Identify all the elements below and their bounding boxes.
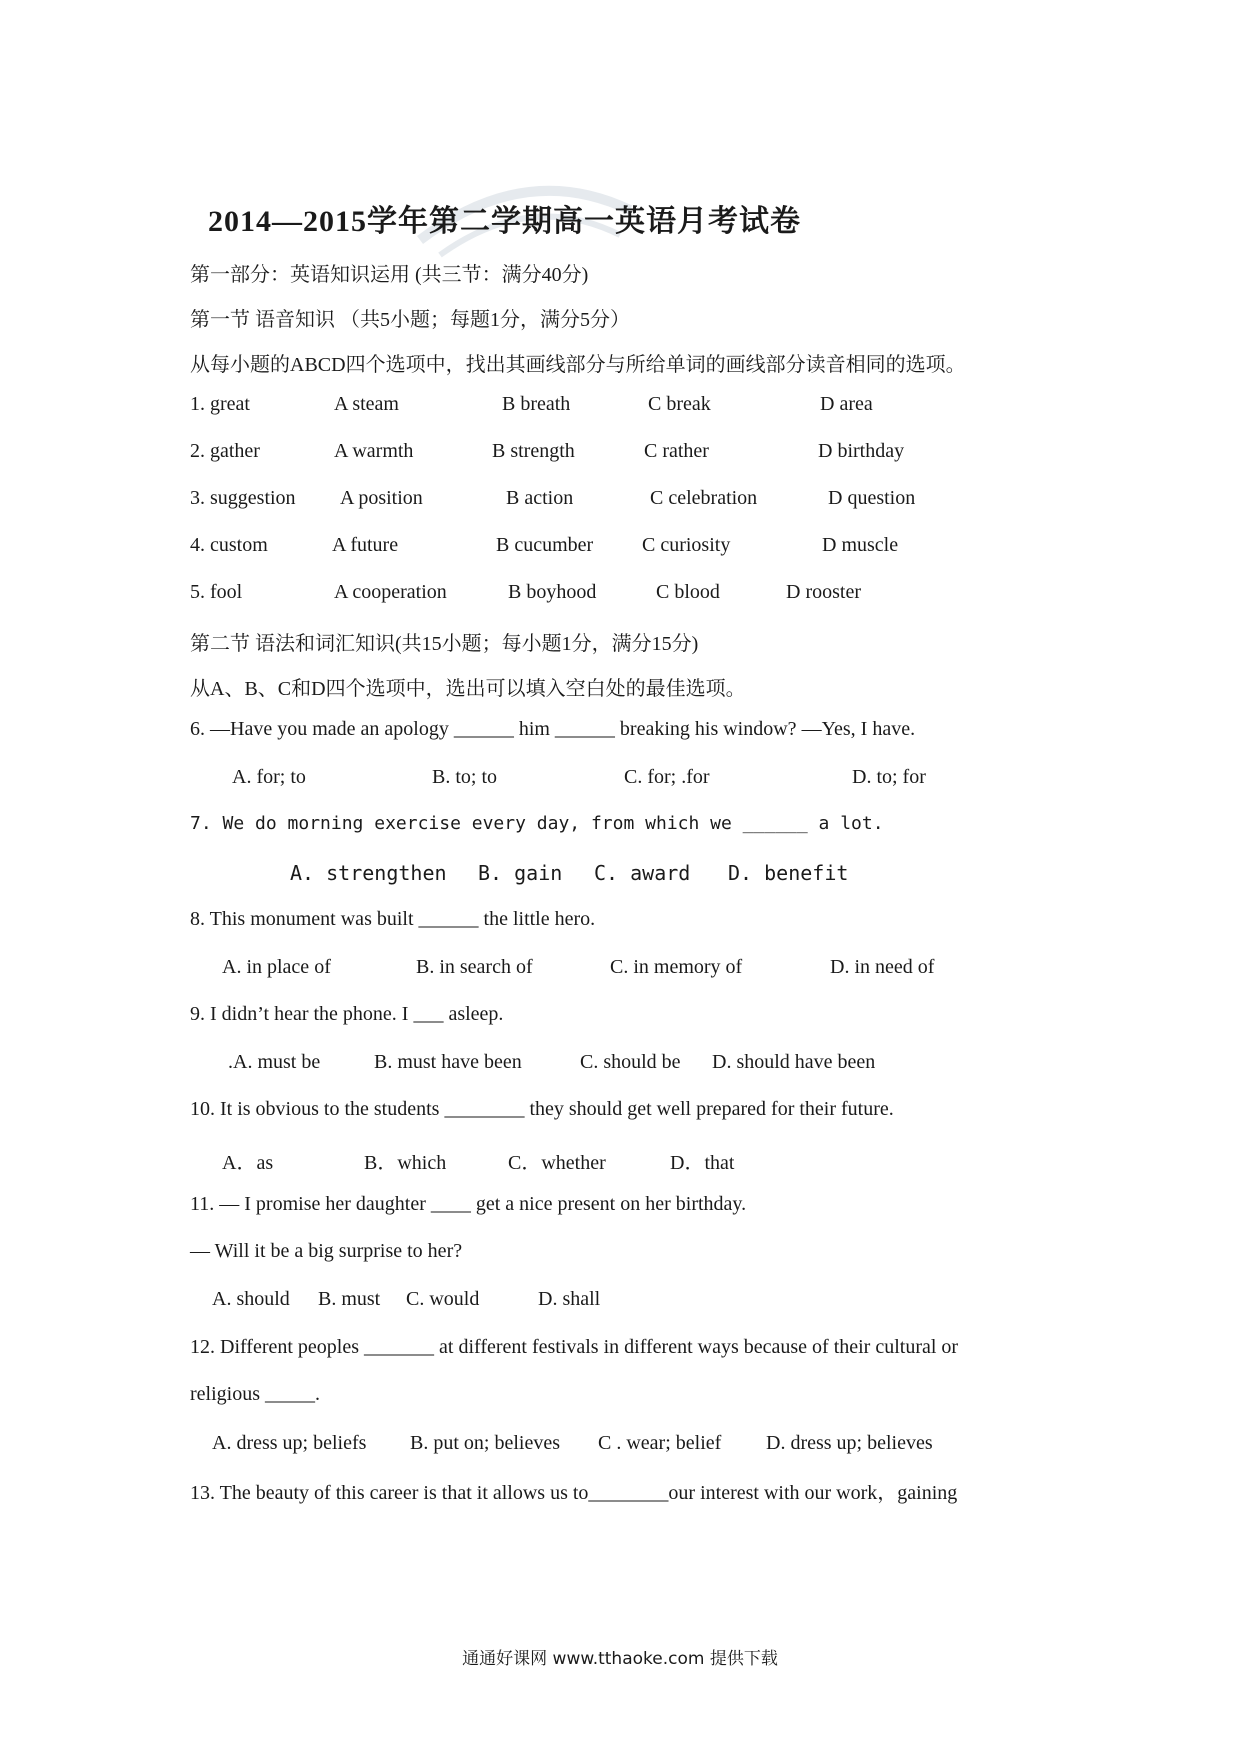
question-stem: 4. custom bbox=[190, 534, 268, 556]
q7-option-b: B. gain bbox=[478, 861, 563, 885]
q7-option-a: A. strengthen bbox=[290, 861, 447, 885]
option-a: A cooperation bbox=[334, 581, 447, 603]
exam-title: 2014—2015学年第二学期高一英语月考试卷 bbox=[208, 205, 801, 238]
option-c: C curiosity bbox=[642, 534, 731, 556]
option-b: B boyhood bbox=[508, 581, 597, 603]
page-footer: 通通好课网 www.tthaoke.com 提供下载 bbox=[462, 1649, 778, 1669]
option-c: C break bbox=[648, 393, 711, 415]
question-13: 13. The beauty of this career is that it allows us to________our interest with our work，gaining bbox=[190, 1482, 958, 1504]
question-stem: 2. gather bbox=[190, 440, 260, 462]
question-9: 9. I didn’t hear the phone. I ___ asleep. bbox=[190, 1003, 504, 1025]
q12-option-a: A. dress up; beliefs bbox=[212, 1432, 367, 1454]
q12-option-b: B. put on; believes bbox=[410, 1432, 560, 1454]
q11-option-b: B. must bbox=[318, 1288, 381, 1310]
part1-heading: 第一部分：英语知识运用 (共三节：满分40分) bbox=[190, 264, 589, 286]
q8-option-b: B. in search of bbox=[416, 956, 533, 978]
q10-option-c: C．whether bbox=[508, 1152, 606, 1174]
option-d: D birthday bbox=[818, 440, 905, 462]
question-10: 10. It is obvious to the students ________ they should get well prepared for their future. bbox=[190, 1098, 894, 1120]
section2-heading: 第二节 语法和词汇知识(共15小题；每小题1分，满分15分) bbox=[190, 633, 699, 655]
q6-option-d: D. to; for bbox=[852, 766, 926, 788]
q11-option-c: C. would bbox=[406, 1288, 480, 1310]
option-b: B strength bbox=[492, 440, 575, 462]
section2-instructions: 从A、B、C和D四个选项中，选出可以填入空白处的最佳选项。 bbox=[190, 678, 746, 700]
q6-option-a: A. for; to bbox=[232, 766, 306, 788]
q10-option-d: D．that bbox=[670, 1152, 735, 1174]
q6-option-c: C. for; .for bbox=[624, 766, 710, 788]
question-12-continued: religious _____. bbox=[190, 1383, 320, 1405]
question-12: 12. Different peoples _______ at different festivals in different ways because of their cultural or bbox=[190, 1336, 959, 1358]
q9-option-d: D. should have been bbox=[712, 1051, 876, 1073]
question-stem: 1. great bbox=[190, 393, 250, 415]
option-d: D rooster bbox=[786, 581, 861, 603]
question-6: 6. —Have you made an apology ______ him ______ breaking his window? —Yes, I have. bbox=[190, 718, 916, 740]
option-b: B cucumber bbox=[496, 534, 594, 556]
option-c: C blood bbox=[656, 581, 720, 603]
q10-option-b: B．which bbox=[364, 1152, 447, 1174]
question-stem: 5. fool bbox=[190, 581, 243, 603]
q12-option-d: D. dress up; believes bbox=[766, 1432, 933, 1454]
q11-option-d: D. shall bbox=[538, 1288, 601, 1310]
q9-option-c: C. should be bbox=[580, 1051, 681, 1073]
option-c: C celebration bbox=[650, 487, 758, 509]
question-11: 11. — I promise her daughter ____ get a nice present on her birthday. bbox=[190, 1193, 747, 1215]
question-8: 8. This monument was built ______ the little hero. bbox=[190, 908, 596, 930]
q9-option-b: B. must have been bbox=[374, 1051, 522, 1073]
q8-option-c: C. in memory of bbox=[610, 956, 743, 978]
option-d: D area bbox=[820, 393, 873, 415]
question-11-reply: — Will it be a big surprise to her? bbox=[190, 1240, 463, 1262]
option-d: D muscle bbox=[822, 534, 899, 556]
option-c: C rather bbox=[644, 440, 709, 462]
option-a: A future bbox=[332, 534, 399, 556]
section1-heading: 第一节 语音知识 （共5小题；每题1分，满分5分） bbox=[190, 309, 630, 331]
option-a: A steam bbox=[334, 393, 399, 415]
q6-option-b: B. to; to bbox=[432, 766, 498, 788]
q7-option-d: D. benefit bbox=[728, 861, 849, 885]
q11-option-a: A. should bbox=[212, 1288, 290, 1310]
option-d: D question bbox=[828, 487, 916, 509]
question-7: 7. We do morning exercise every day, from which we ______ a lot. bbox=[190, 813, 884, 834]
option-b: B action bbox=[506, 487, 574, 509]
q10-option-a: A．as bbox=[222, 1152, 274, 1174]
q9-option-a: .A. must be bbox=[228, 1051, 321, 1073]
q12-option-c: C . wear; belief bbox=[598, 1432, 722, 1454]
option-b: B breath bbox=[502, 393, 571, 415]
question-stem: 3. suggestion bbox=[190, 487, 296, 509]
option-a: A warmth bbox=[334, 440, 414, 462]
section1-instructions: 从每小题的ABCD四个选项中，找出其画线部分与所给单词的画线部分读音相同的选项。 bbox=[190, 354, 966, 376]
q8-option-a: A. in place of bbox=[222, 956, 331, 978]
q8-option-d: D. in need of bbox=[830, 956, 935, 978]
option-a: A position bbox=[340, 487, 423, 509]
q7-option-c: C. award bbox=[594, 861, 691, 885]
